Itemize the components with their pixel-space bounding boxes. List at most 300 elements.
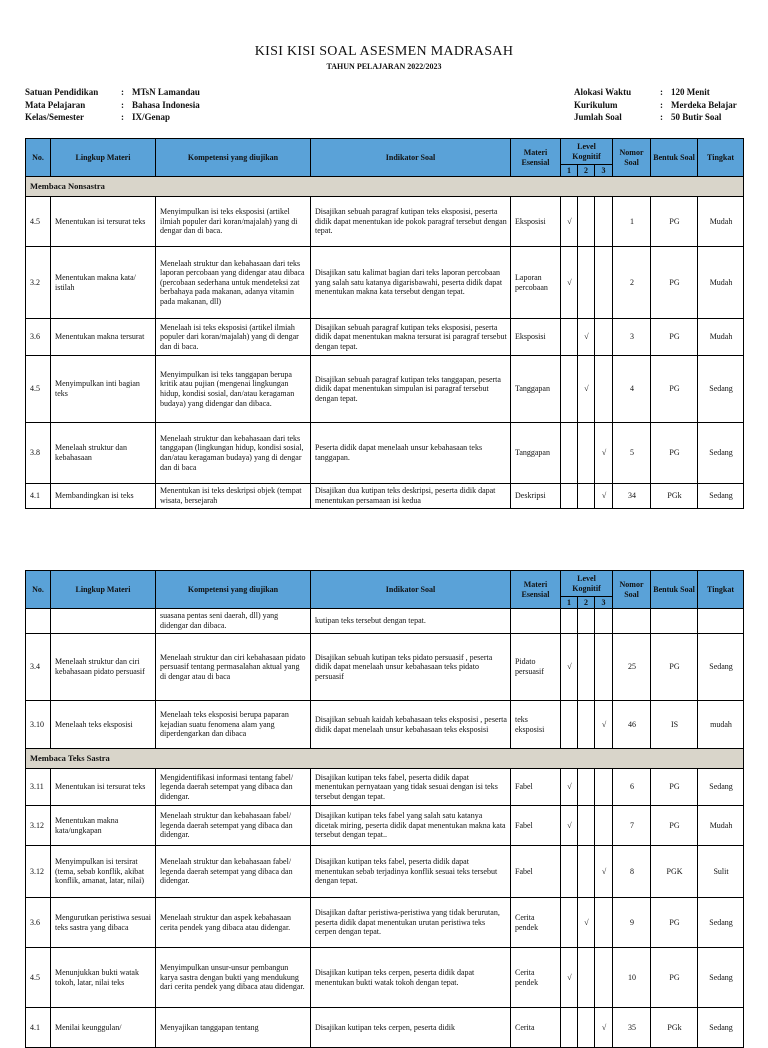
cell-indikator-soal <box>311 701 511 749</box>
cell-tingkat <box>698 769 744 806</box>
cell-level-1-text: √ <box>567 277 572 287</box>
cell-tingkat-text: Mudah <box>709 820 733 830</box>
cell-tingkat-text: mudah <box>710 719 732 729</box>
cell-materi-esensial <box>511 197 561 247</box>
cell-level-3 <box>595 846 613 898</box>
cell-nomor-soal-text: 34 <box>628 491 637 501</box>
cell-nomor-soal <box>613 769 651 806</box>
header-materi-esensial: Materi Esensial <box>511 139 561 177</box>
cell-kompetensi <box>156 356 311 423</box>
info-row-jumlah-soal <box>574 111 737 124</box>
cell-level-2 <box>578 948 595 1008</box>
cell-level-3 <box>595 247 613 319</box>
cell-lingkup-materi <box>51 806 156 846</box>
info-separator: : <box>121 87 124 97</box>
cell-materi-esensial-text: Cerita <box>515 1022 535 1032</box>
cell-bentuk-soal-text: IS <box>670 719 679 729</box>
cell-tingkat <box>698 806 744 846</box>
cell-no <box>26 701 51 749</box>
cell-nomor-soal-text: 6 <box>630 782 635 792</box>
cell-level-3 <box>595 609 613 634</box>
info-value: IX/Genap <box>132 112 171 122</box>
cell-tingkat <box>698 634 744 701</box>
cell-lingkup-materi-text: Menyimpulkan inti bagian teks <box>55 379 140 398</box>
info-label: Satuan Pendidikan <box>25 87 99 97</box>
info-label: Mata Pelajaran <box>25 99 86 110</box>
info-row-satuan-pendidikan <box>25 86 200 99</box>
cell-kompetensi <box>156 701 311 749</box>
cell-lingkup-materi-text: Menyimpulkan isi tersirat (tema, sebab konflik, akibat konflik, amanat, latar, nilai) <box>55 857 145 886</box>
document-title: KISI KISI SOAL ASESMEN MADRASAH <box>254 44 514 59</box>
cell-tingkat <box>698 1008 744 1048</box>
cell-lingkup-materi <box>51 898 156 948</box>
cell-level-1-text: √ <box>567 972 572 982</box>
info-separator: : <box>660 112 663 122</box>
cell-lingkup-materi <box>51 1008 156 1048</box>
cell-materi-esensial <box>511 356 561 423</box>
section-title-text: Membaca Teks Sastra <box>30 752 110 763</box>
cell-tingkat <box>698 319 744 356</box>
cell-kompetensi <box>156 197 311 247</box>
cell-indikator-soal <box>311 197 511 247</box>
info-separator: : <box>121 112 124 122</box>
cell-level-1 <box>561 484 578 509</box>
cell-no-text: 3.12 <box>30 866 44 876</box>
cell-materi-esensial <box>511 609 561 634</box>
header-lingkup-materi: Lingkup Materi <box>51 139 156 177</box>
cell-kompetensi-text: Menelaah struktur dan kebahasaan fabel/ legenda daerah setempat yang dibaca dan didengar. <box>160 811 293 840</box>
cell-nomor-soal-text: 1 <box>630 216 635 226</box>
cell-no-text: 4.1 <box>30 491 40 501</box>
table-row <box>26 1008 744 1048</box>
cell-level-3 <box>595 319 613 356</box>
cell-kompetensi-text: Menyajikan tanggapan tentang <box>160 1022 259 1032</box>
info-block-left <box>25 86 200 124</box>
cell-bentuk-soal <box>651 846 698 898</box>
info-value: Merdeka Belajar <box>671 99 737 110</box>
info-block-right <box>574 86 737 124</box>
cell-nomor-soal <box>613 846 651 898</box>
cell-lingkup-materi <box>51 423 156 484</box>
cell-tingkat <box>698 247 744 319</box>
header-level-2: 2 <box>578 165 595 177</box>
cell-level-2-text: √ <box>584 332 589 342</box>
cell-nomor-soal <box>613 319 651 356</box>
cell-lingkup-materi-text: Menentukan makna kata/ istilah <box>55 272 136 292</box>
header-level-3: 3 <box>595 165 613 177</box>
cell-kompetensi-text: Menelaah isi teks eksposisi (artikel ilmiah populer dari koran/majalah) yang di dengar dan di baca. <box>160 322 299 351</box>
table-row <box>26 948 744 1008</box>
header-materi-esensial: Materi Esensial <box>511 571 561 609</box>
header-level-kognitif: Level Kognitif <box>561 571 613 597</box>
cell-indikator-soal <box>311 806 511 846</box>
cell-level-2 <box>578 356 595 423</box>
cell-level-1 <box>561 898 578 948</box>
header-kompetensi: Kompetensi yang diujikan <box>156 139 311 177</box>
section-row <box>26 749 744 769</box>
cell-level-3-text: √ <box>601 719 607 729</box>
info-separator: : <box>121 99 124 110</box>
cell-no <box>26 846 51 898</box>
cell-nomor-soal <box>613 423 651 484</box>
cell-level-2 <box>578 423 595 484</box>
cell-no-text: 3.12 <box>30 820 44 830</box>
cell-tingkat-text: Sedang <box>709 917 733 927</box>
cell-level-1 <box>561 846 578 898</box>
cell-bentuk-soal <box>651 423 698 484</box>
cell-nomor-soal <box>613 247 651 319</box>
cell-no-text: 4.1 <box>30 1022 40 1032</box>
cell-level-1 <box>561 806 578 846</box>
table-row <box>26 634 744 701</box>
cell-kompetensi-text: Menyimpulkan unsur-unsur pembangun karya sastra dengan bukti yang mendukung dari cerita pendek yang dibaca atau didengar. <box>160 963 305 992</box>
cell-bentuk-soal <box>651 806 698 846</box>
cell-tingkat <box>698 356 744 423</box>
table-header <box>26 139 744 177</box>
header-lingkup-materi: Lingkup Materi <box>51 571 156 609</box>
cell-level-3-text: √ <box>601 1022 607 1032</box>
cell-materi-esensial <box>511 898 561 948</box>
cell-nomor-soal <box>613 609 651 634</box>
cell-level-2 <box>578 634 595 701</box>
cell-lingkup-materi-text: Menentukan makna tersurat <box>55 332 145 342</box>
cell-indikator-soal-text: Disajikan sebuah kutipan teks pidato persuasif , peserta didik dapat menelaah unsur kebahasaan teks pidato persuasif <box>315 652 493 681</box>
cell-bentuk-soal-text: PG <box>669 448 680 458</box>
cell-bentuk-soal <box>651 609 698 634</box>
header-indikator-soal: Indikator Soal <box>311 571 511 609</box>
cell-level-2 <box>578 609 595 634</box>
cell-level-3 <box>595 948 613 1008</box>
cell-kompetensi-text: Menelaah struktur dan kebahasaan dari teks laporan percobaan yang didengar atau dibaca (percobaan sederhana untuk mendeteksi zat berbahaya pada makanan, adanya vitamin pada makanan, dll) <box>160 258 305 306</box>
cell-level-1 <box>561 948 578 1008</box>
cell-no <box>26 319 51 356</box>
cell-materi-esensial <box>511 319 561 356</box>
cell-lingkup-materi <box>51 769 156 806</box>
cell-lingkup-materi <box>51 846 156 898</box>
cell-materi-esensial-text: Deskripsi <box>515 491 546 501</box>
cell-materi-esensial <box>511 769 561 806</box>
cell-bentuk-soal <box>651 769 698 806</box>
cell-bentuk-soal-text: PG <box>669 972 680 982</box>
table-row <box>26 484 744 509</box>
cell-lingkup-materi-text: Menunjukkan bukti watak tokoh, latar, nilai teks <box>55 967 139 987</box>
cell-level-2 <box>578 846 595 898</box>
cell-no <box>26 356 51 423</box>
cell-bentuk-soal-text: PG <box>669 917 680 927</box>
cell-level-2 <box>578 898 595 948</box>
cell-no-text: 3.6 <box>30 917 40 927</box>
cell-kompetensi-text: Menelaah teks eksposisi berupa paparan kejadian suatu fenomena alam yang diperdengarkan dan dibaca <box>160 710 289 739</box>
cell-level-2 <box>578 1008 595 1048</box>
cell-kompetensi-text: Menelaah struktur dan aspek kebahasaan cerita pendek yang dibaca atau didengar. <box>160 912 292 932</box>
cell-indikator-soal-text: Disajikan sebuah paragraf kutipan teks tanggapan, peserta didik dapat menentukan simpulan isi paragraf tersebut dengan tepat. <box>315 374 501 403</box>
cell-no-text: 4.5 <box>30 972 40 982</box>
cell-materi-esensial-text: Laporan percobaan <box>515 272 548 292</box>
cell-nomor-soal-text: 7 <box>630 820 635 830</box>
cell-bentuk-soal-text: PG <box>669 277 680 287</box>
cell-tingkat-text: Sedang <box>709 782 733 792</box>
header-tingkat: Tingkat <box>698 139 744 177</box>
info-row-kelas-semester <box>25 111 200 124</box>
cell-level-3 <box>595 484 613 509</box>
cell-level-1-text: √ <box>567 820 572 830</box>
cell-nomor-soal <box>613 484 651 509</box>
cell-kompetensi <box>156 319 311 356</box>
cell-nomor-soal <box>613 356 651 423</box>
cell-bentuk-soal-text: PG <box>669 216 680 226</box>
cell-materi-esensial <box>511 634 561 701</box>
info-separator: : <box>660 99 663 110</box>
cell-level-3 <box>595 197 613 247</box>
cell-no <box>26 634 51 701</box>
cell-bentuk-soal-text: PGk <box>667 491 682 501</box>
cell-kompetensi <box>156 1008 311 1048</box>
table-row <box>26 769 744 806</box>
cell-tingkat <box>698 846 744 898</box>
cell-kompetensi-text: Mengidentifikasi informasi tentang fabel/ legenda daerah setempat yang dibaca dan didengar. <box>160 772 294 801</box>
cell-lingkup-materi <box>51 247 156 319</box>
cell-level-1 <box>561 197 578 247</box>
cell-nomor-soal <box>613 701 651 749</box>
cell-tingkat-text: Sedang <box>709 662 733 672</box>
cell-kompetensi <box>156 484 311 509</box>
cell-kompetensi <box>156 769 311 806</box>
cell-bentuk-soal <box>651 484 698 509</box>
cell-kompetensi <box>156 247 311 319</box>
cell-level-2-text: √ <box>584 917 589 927</box>
header-bentuk-soal: Bentuk Soal <box>651 139 698 177</box>
cell-no <box>26 769 51 806</box>
cell-indikator-soal-text: Disajikan kutipan teks cerpen, peserta didik dapat menentukan bukti watak tokoh dengan tepat. <box>315 967 475 987</box>
cell-level-3-text: √ <box>601 491 607 501</box>
info-row-kurikulum <box>574 99 737 112</box>
cell-indikator-soal <box>311 769 511 806</box>
cell-bentuk-soal <box>651 356 698 423</box>
cell-no <box>26 423 51 484</box>
cell-bentuk-soal-text: PG <box>669 662 680 672</box>
cell-indikator-soal <box>311 609 511 634</box>
cell-level-3 <box>595 898 613 948</box>
cell-materi-esensial <box>511 846 561 898</box>
info-separator: : <box>660 87 663 97</box>
cell-no <box>26 806 51 846</box>
cell-bentuk-soal <box>651 1008 698 1048</box>
header-level-2: 2 <box>578 597 595 609</box>
cell-bentuk-soal-text: PG <box>669 782 680 792</box>
cell-no <box>26 1008 51 1048</box>
cell-level-1 <box>561 319 578 356</box>
cell-nomor-soal-text: 5 <box>630 448 635 458</box>
cell-level-3 <box>595 423 613 484</box>
header-level-1: 1 <box>561 165 578 177</box>
cell-no <box>26 484 51 509</box>
cell-lingkup-materi-text: Menelaah teks eksposisi <box>55 719 133 729</box>
cell-indikator-soal <box>311 846 511 898</box>
header-level-1: 1 <box>561 597 578 609</box>
cell-materi-esensial-text: Fabel <box>515 820 533 830</box>
cell-kompetensi-text: Menyimpulkan isi teks tanggapan berupa kritik atau pujian (mengenai lingkungan hidup, kondisi sosial, dan/atau keragaman budaya) yang didengar dan dibaca. <box>160 369 295 408</box>
cell-no-text: 3.6 <box>30 332 40 342</box>
cell-nomor-soal <box>613 634 651 701</box>
cell-tingkat-text: Sedang <box>709 972 733 982</box>
table-body <box>26 177 744 509</box>
cell-kompetensi <box>156 898 311 948</box>
info-row-alokasi-waktu <box>574 86 737 99</box>
cell-level-3 <box>595 356 613 423</box>
cell-level-1 <box>561 247 578 319</box>
cell-lingkup-materi-text: Menentukan isi tersurat teks <box>55 216 146 226</box>
table-row <box>26 806 744 846</box>
cell-level-3 <box>595 769 613 806</box>
cell-tingkat <box>698 948 744 1008</box>
header-no: No. <box>26 571 51 609</box>
cell-tingkat-text: Sedang <box>709 384 733 394</box>
cell-indikator-soal-text: kutipan teks tersebut dengan tepat. <box>315 616 426 626</box>
cell-materi-esensial-text: Fabel <box>515 782 533 792</box>
cell-no-text: 3.4 <box>30 662 40 672</box>
info-value: 50 Butir Soal <box>671 112 722 122</box>
header-indikator-soal: Indikator Soal <box>311 139 511 177</box>
cell-level-1-text: √ <box>567 662 572 672</box>
section-title <box>26 749 744 769</box>
cell-level-2 <box>578 769 595 806</box>
document-subtitle: TAHUN PELAJARAN 2022/2023 <box>326 62 442 71</box>
cell-tingkat-text: Mudah <box>709 277 733 287</box>
header-nomor-soal: Nomor Soal <box>613 571 651 609</box>
cell-kompetensi <box>156 634 311 701</box>
cell-tingkat <box>698 197 744 247</box>
cell-bentuk-soal-text: PG <box>669 332 680 342</box>
cell-lingkup-materi-text: Menelaah struktur dan ciri kebahasaan pidato persuasif <box>55 657 145 676</box>
cell-kompetensi-text: Menelaah struktur dan ciri kebahasaan pidato persuasif tentang permasalahan aktual yang di dengar atau di baca <box>160 652 306 681</box>
cell-materi-esensial-text: Eksposisi <box>515 332 546 342</box>
cell-lingkup-materi <box>51 319 156 356</box>
cell-nomor-soal <box>613 898 651 948</box>
table-row <box>26 898 744 948</box>
cell-kompetensi <box>156 423 311 484</box>
cell-lingkup-materi-text: Menelaah struktur dan kebahasaan <box>55 443 127 462</box>
cell-nomor-soal <box>613 197 651 247</box>
cell-nomor-soal-text: 3 <box>630 332 635 342</box>
cell-nomor-soal-text: 4 <box>630 384 635 394</box>
cell-bentuk-soal-text: PG <box>669 820 680 830</box>
cell-level-3 <box>595 701 613 749</box>
cell-level-3 <box>595 806 613 846</box>
cell-level-1-text: √ <box>567 216 572 226</box>
cell-materi-esensial <box>511 484 561 509</box>
cell-indikator-soal-text: Disajikan sebuah paragraf kutipan teks eksposisi, peserta didik dapat menentukan makna tersurat isi paragraf tersebut dengan tepat. <box>315 322 507 351</box>
cell-level-2 <box>578 806 595 846</box>
section-row <box>26 177 744 197</box>
cell-no-text: 3.10 <box>30 719 44 729</box>
cell-no-text: 3.2 <box>30 277 40 287</box>
cell-materi-esensial <box>511 423 561 484</box>
cell-materi-esensial-text: Eksposisi <box>515 216 546 226</box>
cell-lingkup-materi-text: Menentukan makna kata/ungkapan <box>55 815 119 835</box>
cell-kompetensi-text: Menelaah struktur dan kebahasaan dari teks tanggapan (lingkungan hidup, kondisi sosial, dan/atau keragaman budaya) yang di dengar dan di baca <box>160 433 304 472</box>
cell-bentuk-soal-text: PGK <box>666 866 683 876</box>
cell-level-1 <box>561 1008 578 1048</box>
cell-indikator-soal <box>311 319 511 356</box>
header-tingkat: Tingkat <box>698 571 744 609</box>
cell-no <box>26 197 51 247</box>
cell-level-2-text: √ <box>584 384 589 394</box>
cell-indikator-soal <box>311 948 511 1008</box>
cell-level-1 <box>561 701 578 749</box>
cell-indikator-soal-text: Disajikan kutipan teks fabel, peserta didik dapat menentukan sebab terjadinya konflik sesuai teks tersebut dengan tepat. <box>315 857 498 886</box>
table-row <box>26 609 744 634</box>
cell-materi-esensial-text: Cerita pendek <box>515 912 539 932</box>
cell-indikator-soal <box>311 356 511 423</box>
cell-indikator-soal-text: Disajikan kutipan teks fabel, peserta didik dapat menentukan pernyataan yang tidak sesuai dengan isi teks tersebut dengan tepat. <box>315 772 498 801</box>
table-row <box>26 846 744 898</box>
cell-kompetensi-text: Menyimpulkan isi teks eksposisi (artikel ilmiah populer dari koran/majalah) yang di dengar dan di baca. <box>160 207 298 236</box>
cell-lingkup-materi <box>51 701 156 749</box>
table-2-page-region <box>25 570 745 1032</box>
cell-bentuk-soal <box>651 634 698 701</box>
cell-lingkup-materi <box>51 609 156 634</box>
cell-bentuk-soal-text: PGk <box>667 1022 682 1032</box>
cell-tingkat-text: Mudah <box>709 332 733 342</box>
cell-tingkat <box>698 898 744 948</box>
cell-level-3-text: √ <box>601 448 607 458</box>
info-label: Alokasi Waktu <box>574 87 632 97</box>
cell-no-text: 4.5 <box>30 384 40 394</box>
cell-nomor-soal <box>613 1008 651 1048</box>
cell-level-2 <box>578 247 595 319</box>
cell-kompetensi-text: Menentukan isi teks deskripsi objek (tempat wisata, bersejarah <box>160 486 302 505</box>
cell-indikator-soal <box>311 484 511 509</box>
info-value: 120 Menit <box>671 87 710 97</box>
cell-indikator-soal-text: Disajikan sebuah paragraf kutipan teks eksposisi, peserta didik dapat menentukan ide pokok paragraf tersebut dengan tepat. <box>315 207 507 236</box>
cell-bentuk-soal <box>651 948 698 1008</box>
cell-kompetensi <box>156 948 311 1008</box>
cell-lingkup-materi <box>51 356 156 423</box>
header-kompetensi: Kompetensi yang diujikan <box>156 571 311 609</box>
cell-level-2 <box>578 197 595 247</box>
header-nomor-soal: Nomor Soal <box>613 139 651 177</box>
cell-level-1 <box>561 634 578 701</box>
cell-level-1-text: √ <box>567 782 572 792</box>
cell-materi-esensial-text: Fabel <box>515 866 533 876</box>
cell-materi-esensial-text: Tanggapan <box>515 384 550 394</box>
cell-indikator-soal-text: Disajikan sebuah kaidah kebahasaan teks eksposisi , peserta didik dapat menelaah unsur kebahasaan teks eksposisi <box>315 714 507 734</box>
cell-lingkup-materi <box>51 197 156 247</box>
cell-kompetensi-text: suasana pentas seni daerah, dll) yang didengar dan dibaca. <box>160 611 279 630</box>
header-no: No. <box>26 139 51 177</box>
cell-lingkup-materi <box>51 634 156 701</box>
cell-materi-esensial <box>511 806 561 846</box>
cell-tingkat-text: Sedang <box>709 1022 733 1032</box>
cell-lingkup-materi-text: Menilai keunggulan/ <box>55 1022 122 1032</box>
cell-materi-esensial <box>511 247 561 319</box>
cell-lingkup-materi-text: Mengurutkan peristiwa sesuai teks sastra yang dibaca <box>55 912 151 932</box>
info-label: Jumlah Soal <box>574 112 622 122</box>
cell-bentuk-soal <box>651 701 698 749</box>
cell-lingkup-materi-text: Menentukan isi tersurat teks <box>55 782 146 792</box>
cell-materi-esensial-text: teks eksposisi <box>515 714 545 734</box>
cell-kompetensi-text: Menelaah struktur dan kebahasaan fabel/ legenda daerah setempat yang dibaca dan didengar. <box>160 857 293 886</box>
table-row <box>26 247 744 319</box>
cell-level-3-text: √ <box>601 866 607 876</box>
cell-tingkat <box>698 609 744 634</box>
cell-level-2 <box>578 701 595 749</box>
table-row <box>26 197 744 247</box>
cell-indikator-soal <box>311 634 511 701</box>
cell-no <box>26 609 51 634</box>
cell-kompetensi <box>156 806 311 846</box>
table-header <box>26 571 744 609</box>
